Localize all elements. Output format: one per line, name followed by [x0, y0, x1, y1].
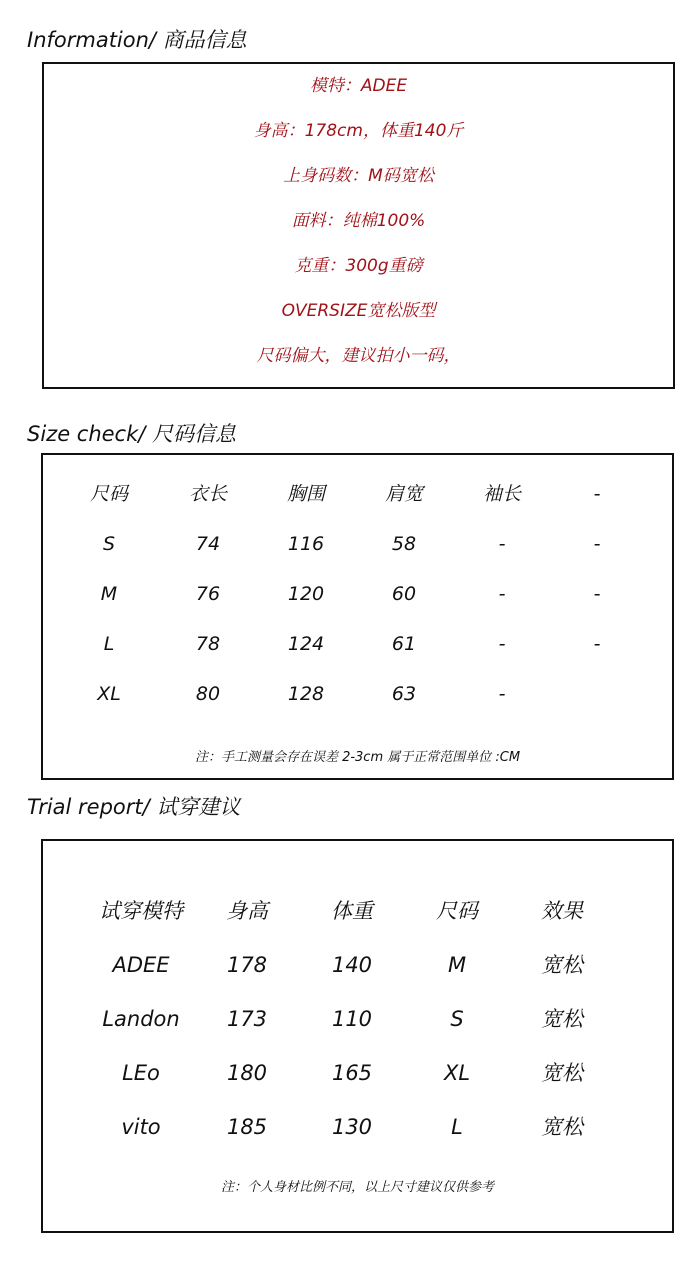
size-row-cell: 61 — [391, 633, 417, 655]
size-header-cell: 肩宽 — [384, 483, 423, 505]
size-row-cell: 76 — [195, 583, 221, 605]
trial-report-title: Trial report/ 试穿建议 — [27, 795, 241, 819]
size-row-cell: - — [498, 533, 506, 555]
size-check-box — [41, 453, 674, 780]
trial-row-cell: 180 — [226, 1061, 268, 1085]
size-row-cell: L — [103, 633, 115, 655]
size-header-cell: - — [593, 483, 601, 505]
size-row-cell: 80 — [195, 683, 221, 705]
info-line-fit: OVERSIZE宽松版型 — [281, 301, 436, 321]
size-row-cell: - — [498, 683, 506, 705]
size-row-cell: M — [100, 583, 118, 605]
size-row-cell: 116 — [287, 533, 325, 555]
trial-row-cell: vito — [121, 1115, 161, 1139]
size-row-cell: XL — [97, 683, 121, 705]
info-line-advice: 尺码偏大，建议拍小一码， — [256, 346, 461, 366]
size-row-cell: 124 — [287, 633, 325, 655]
trial-row-cell: ADEE — [112, 953, 170, 977]
trial-header-cell: 试穿模特 — [99, 899, 183, 923]
size-row-cell: 58 — [391, 533, 417, 555]
trial-row-cell: LEo — [122, 1061, 160, 1085]
trial-row-cell: 130 — [331, 1115, 373, 1139]
trial-row-cell: L — [451, 1115, 463, 1139]
trial-header-cell: 尺码 — [436, 899, 478, 923]
trial-header-cell: 身高 — [226, 899, 268, 923]
trial-row-cell: 185 — [226, 1115, 268, 1139]
trial-row-cell: 宽松 — [541, 1115, 583, 1139]
size-check-note: 注：手工测量会存在误差 2-3cm 属于正常范围单位 :CM — [194, 750, 521, 765]
trial-row-cell: M — [447, 953, 467, 977]
size-row-cell: 74 — [195, 533, 221, 555]
size-header-cell: 胸围 — [286, 483, 325, 505]
info-line-model: 模特：ADEE — [309, 76, 408, 96]
size-row-cell: S — [102, 533, 116, 555]
trial-row-cell: 110 — [331, 1007, 373, 1031]
trial-header-cell: 效果 — [541, 899, 583, 923]
size-header-cell: 衣长 — [188, 483, 227, 505]
trial-report-box — [41, 839, 674, 1233]
size-row-cell: 60 — [391, 583, 417, 605]
trial-row-cell: 宽松 — [541, 1061, 583, 1085]
trial-row-cell: XL — [443, 1061, 471, 1085]
info-line-fabric: 面料：纯棉100% — [291, 211, 426, 231]
size-row-cell: 63 — [391, 683, 417, 705]
size-row-cell: 128 — [287, 683, 325, 705]
trial-header-cell: 体重 — [331, 899, 373, 923]
trial-row-cell: Landon — [102, 1007, 180, 1031]
trial-row-cell: 140 — [331, 953, 373, 977]
information-title: Information/ 商品信息 — [27, 28, 247, 52]
size-row-cell: 120 — [287, 583, 325, 605]
trial-row-cell: 宽松 — [541, 953, 583, 977]
size-row-cell: - — [498, 583, 506, 605]
size-check-title: Size check/ 尺码信息 — [27, 422, 237, 446]
trial-row-cell: 宽松 — [541, 1007, 583, 1031]
size-header-cell: 尺码 — [89, 483, 128, 505]
size-row-cell: 78 — [195, 633, 221, 655]
size-header-cell: 袖长 — [482, 483, 521, 505]
trial-row-cell: 178 — [226, 953, 268, 977]
info-line-weight: 克重：300g重磅 — [294, 256, 423, 276]
size-row-cell: - — [498, 633, 506, 655]
size-row-cell: - — [593, 583, 601, 605]
information-box — [42, 62, 675, 389]
trial-report-note: 注：个人身材比例不同，以上尺寸建议仅供参考 — [220, 1180, 494, 1195]
trial-row-cell: 173 — [226, 1007, 268, 1031]
info-line-height-weight: 身高：178cm，体重140斤 — [253, 121, 464, 141]
size-row-cell: - — [593, 633, 601, 655]
trial-row-cell: S — [450, 1007, 464, 1031]
trial-row-cell: 165 — [331, 1061, 373, 1085]
size-row-cell: - — [593, 533, 601, 555]
info-line-size-worn: 上身码数：M码宽松 — [283, 166, 434, 186]
